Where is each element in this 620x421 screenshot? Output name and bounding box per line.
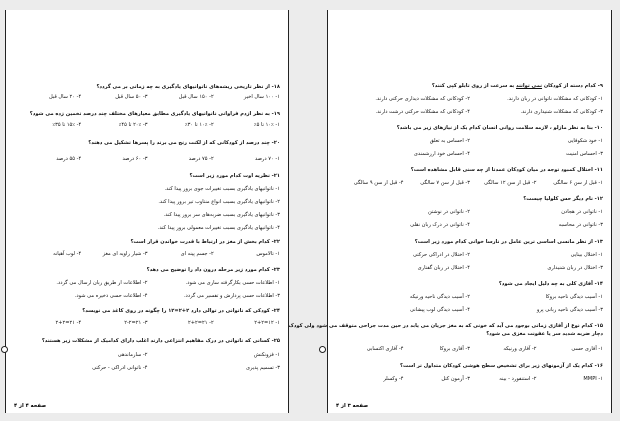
option[interactable]: ۲- ۱۰٪ تا ۳۰٪: [184, 122, 214, 128]
question-18-options: [15, 94, 280, 100]
option[interactable]: ۲- جسم پینه ای: [180, 251, 214, 257]
question-19-options: [15, 122, 280, 128]
option[interactable]: ۱- ۷۰ درصد: [254, 156, 280, 162]
option[interactable]: ۱- ۱۰۰ سال اخیر: [243, 94, 280, 100]
question-24-options: [15, 320, 280, 326]
option[interactable]: ۱- قبل از سن ۶ سالگی: [553, 180, 603, 186]
question-22-options: [15, 251, 280, 257]
option[interactable]: ۴- لوب آهیانه: [53, 251, 82, 257]
question-20: ۲۰- چند درصد از کودکانی که از لکنت رنج می برند را پسرها تشکیل می دهند؟: [88, 140, 280, 146]
option[interactable]: ۴- ۵۵ درصد: [56, 156, 82, 162]
option[interactable]: ۲- اطلاعات از طریق زبان ارسال می گردد.: [56, 280, 148, 286]
option[interactable]: ۴- اختلال در زبان گفتاری: [417, 265, 470, 271]
question-10-options-b: [337, 151, 603, 157]
option[interactable]: ۱- فزونکنش: [253, 352, 280, 358]
option[interactable]: ۲- اختلال در ادراکی حرکتی: [412, 252, 470, 258]
negation-emphasis: نمی توانند: [516, 83, 543, 89]
question-16: ۱۶- کدام یک از آزمونهای زیر برای تشخیص سطح هوشی کودکان متداول تر است؟: [400, 363, 603, 369]
option[interactable]: ۱- ۱۰٪ تا ۵٪: [253, 122, 280, 128]
option[interactable]: ۲- کودکانی که مشکلات دیداری حرکتی دارند.: [375, 96, 470, 102]
option[interactable]: ۱- اختلال بینایی: [570, 252, 603, 258]
option[interactable]: ۳- ناتوانیهای یادگیری بسبب ضربه‌های سر بروز پیدا کند.: [163, 212, 280, 218]
question-21: ۲۱- نظریه اوت کدام مورد زیر است؟: [189, 173, 280, 179]
option[interactable]: ۳- اطلاعات حسی پردازش و تفسیر می گردد.: [183, 293, 280, 299]
option[interactable]: ۴- وکسلر: [383, 376, 404, 382]
option[interactable]: ۱- آسیب دیدگی ناحیه بروکا: [545, 294, 603, 300]
question-14: ۱۴- آفازی کلی به چه دلیل ایجاد می شود؟: [498, 281, 603, 287]
option[interactable]: ۳- آفازی بروکا: [439, 346, 470, 352]
option[interactable]: ۲- احساس به تعلق: [429, 138, 470, 144]
question-12-options-b: [337, 222, 603, 228]
question-9-options-a: [337, 96, 603, 102]
option[interactable]: ۲- ناتوانی در نوشتن: [427, 209, 470, 215]
question-23: ۲۳- کدام مورد زیر مرحله درون داد را توضیح می دهد؟: [146, 267, 280, 273]
option[interactable]: ۲- آسیب دیدگی ناحیه ورنیکه: [409, 294, 470, 300]
question-15-options: [337, 346, 603, 352]
question-25-options-b: [15, 365, 280, 371]
option[interactable]: ۲- قبل از سن ۱۲ سالگی: [484, 180, 537, 186]
option[interactable]: ۴- ۱۵٪ تا ۳۵٪: [52, 122, 82, 128]
option[interactable]: ۲- ۲۱=۲+۲: [188, 320, 214, 326]
question-13: ۱۳- از نظر مانسی اساسی ترین عامل در نارسا خوانی کدام مورد زیر است؟: [414, 239, 603, 245]
question-16-options: [337, 376, 603, 382]
option[interactable]: ۱- تالاموس: [256, 251, 280, 257]
question-11: ۱۱- اختلال کمبود توجه در میان کودکان عمدتا از چه سنی قابل مشاهده است؟: [410, 167, 603, 173]
option[interactable]: ۳- قبل از سن ۷ سالگی: [420, 180, 470, 186]
option[interactable]: ۴- آسیب دیدگی لوب پیشانی: [409, 307, 470, 313]
question-13-options-a: [337, 252, 603, 258]
option[interactable]: ۴- قبل از سن ۹ سالگی: [353, 180, 404, 186]
question-24: ۲۴- کودکی که ناتوانی در توالی دارد ۲+۲=۱۲ را چگونه در روی کاغذ می نویسد؟: [82, 308, 280, 314]
option[interactable]: ۴- ناتوانی در درک زبان نقلی: [410, 222, 470, 228]
option[interactable]: ۲- ناتوانیهای یادگیری بسبب انواع منتاوب تیر بروز پیدا کند.: [158, 199, 280, 205]
option[interactable]: ۳- ۶۰ درصد: [122, 156, 148, 162]
question-20-options: [15, 156, 280, 162]
option[interactable]: ۴- ۲۰ سال قبل: [48, 94, 82, 100]
question-12-options-a: [337, 209, 603, 215]
question-23-options-b: [15, 293, 280, 299]
question-14-options-a: [337, 294, 603, 300]
option[interactable]: ۳- احساس امنیت: [566, 151, 603, 157]
option[interactable]: ۲- استنفورد - بینه: [499, 376, 537, 382]
document-page-4: [5, 10, 289, 413]
binding-hole-icon: [319, 346, 326, 353]
page-number: صفحه ۴ از ۴: [14, 403, 47, 409]
option[interactable]: ۲- آفازی ورنیکه: [503, 346, 537, 352]
option[interactable]: ۴- کودکانی که مشکلات حرکتی درشت دارند.: [375, 109, 470, 115]
document-page-3: [288, 10, 612, 413]
option[interactable]: ۳- تسمیم پذیری: [246, 365, 280, 371]
question-23-options-a: [15, 280, 280, 286]
question-14-options-b: [337, 307, 603, 313]
option[interactable]: ۳- ۲۰٪ تا ۴۵٪: [118, 122, 148, 128]
question-15-continued: دچار ضربه شدید سر یا عفونت مغزی می شود؟: [486, 331, 603, 337]
option[interactable]: ۴- ناتوانی ادراکی - حرکتی: [92, 365, 148, 371]
option[interactable]: ۴- ۲۱=۲+۲: [55, 320, 82, 326]
question-9: ۹- کدام دسته از کودکان نمی توانند به سرعت از روی تابلو کپی کنند؟: [431, 83, 603, 89]
page-4-content: [15, 10, 280, 413]
question-19: ۱۹- به نظر ازدم فراوانی ناتوانیهای یادگیری مطابق معیارهای مختلف چند درصد تخمین زده می شود؟: [29, 111, 280, 117]
option[interactable]: ۲- سازماندهی: [117, 352, 148, 358]
option[interactable]: ۴- ناتوانیهای یادگیری بسبب تغییرات معمولی بروز پیدا کند.: [157, 225, 280, 231]
option[interactable]: ۲- ۱۵۰ سال قبل: [178, 94, 214, 100]
option[interactable]: ۴- احساس خود ارزشمندی: [413, 151, 470, 157]
option[interactable]: ۳- اختلال در زبان شنیداری: [547, 265, 603, 271]
option[interactable]: ۳- شیار زاویه ای مغز: [102, 251, 148, 257]
option[interactable]: ۳- آزمون کتل: [441, 376, 470, 382]
question-18: ۱۸- از نظر تاریخی ریشه‌های ناتوانیهای یادگیری به چه زمانی بر می گردد؟: [96, 84, 280, 90]
option[interactable]: ۳- ۵۰ سال قبل: [115, 94, 148, 100]
binding-hole-icon: [1, 346, 8, 353]
page-number: صفحه ۳ از ۴: [336, 403, 369, 409]
option[interactable]: ۴- اطلاعات حسی ذخیره می شود.: [74, 293, 148, 299]
option[interactable]: ۱- کودکانی که مشکلات ناتوانی در زبان دارند.: [507, 96, 603, 102]
question-25: ۲۵- کسانی که ناتوانی در درک مفاهیم انتزاعی دارند اغلب دارای کدامیک از مشکلات زیر هستند؟: [41, 338, 280, 344]
option[interactable]: ۴- آفازی اکتسابی: [366, 346, 404, 352]
option[interactable]: ۱- MMPI: [583, 376, 603, 382]
question-10-options-a: [337, 138, 603, 144]
question-15: ۱۵- کدام نوع از آفازی زمانی بوجود می آید که خونی که به مغز جریان می یابد در حین مدت جراحی متوقف می شود ولی کودک: [288, 323, 603, 329]
option[interactable]: ۱- ناتوانیهای یادگیری بسبب تغییرات جوی بروز پیدا کند.: [164, 186, 280, 192]
option[interactable]: ۳- کودکانی که مشکلات شنیداری دارند.: [520, 109, 603, 115]
question-11-options: [337, 180, 603, 186]
question-12: ۱۲- نام دیگر حس کلولیا چیست؟: [523, 196, 603, 202]
question-25-options-a: [15, 352, 280, 358]
page-3-content: [288, 10, 603, 413]
question-9-options-b: [337, 109, 603, 115]
option[interactable]: ۱- اطلاعات حسی بکارگرفته سازی می شود.: [185, 280, 280, 286]
option[interactable]: ۱- آفازی حسی: [571, 346, 603, 352]
option[interactable]: ۳- ۲۱=۲-۲: [124, 320, 148, 326]
question-10: ۱۰- بنا به نظر مازلو ، لازمه سلامت روانی انسان کدام یک از نیازهای زیر می باشد؟: [396, 125, 603, 131]
option[interactable]: ۲- ۷۵ درصد: [188, 156, 214, 162]
question-22: ۲۲- کدام بخش از مغز در ارتباط با قدرت خواندن قرار است؟: [130, 239, 280, 245]
option[interactable]: ۳- آسیب دیدگی ناحیه زبانی پرو: [536, 307, 603, 313]
option[interactable]: ۳- ناتوانی در محاسبه: [558, 222, 603, 228]
question-13-options-b: [337, 265, 603, 271]
option[interactable]: ۱- خود شکوفایی: [567, 138, 603, 144]
option[interactable]: ۱- ۱۲=۲+۲: [254, 320, 280, 326]
option[interactable]: ۱- ناتوانی در هجادن: [561, 209, 603, 215]
